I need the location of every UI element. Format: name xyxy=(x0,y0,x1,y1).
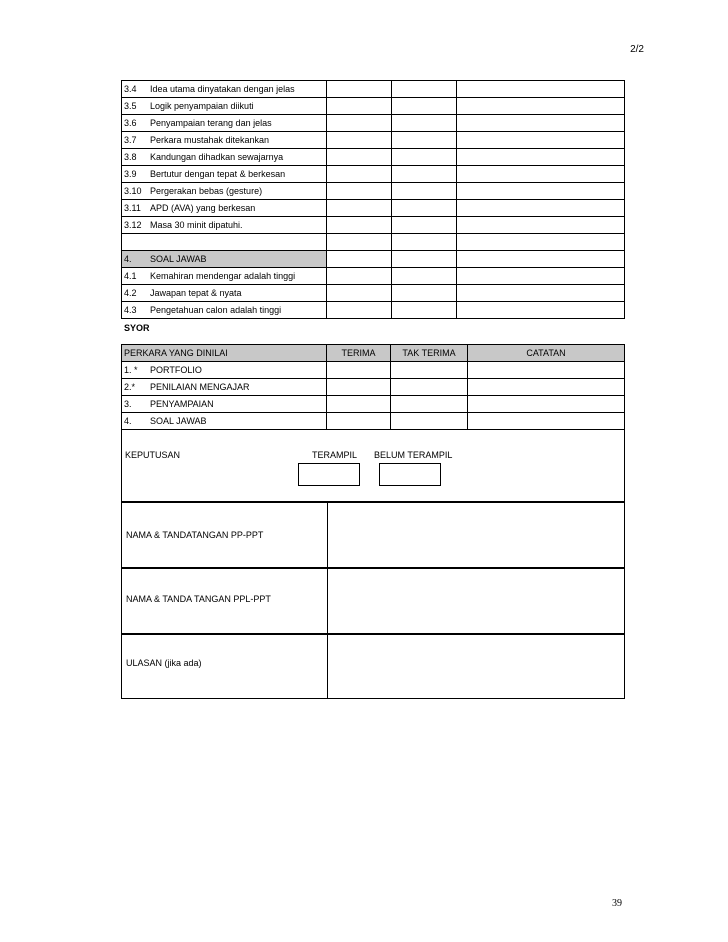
criteria-score-cell[interactable] xyxy=(392,149,457,166)
criteria-score-cell[interactable] xyxy=(327,217,392,234)
criteria-label-cell xyxy=(122,217,327,234)
assessment-catatan-cell[interactable] xyxy=(468,362,625,379)
criteria-number: 4.1 xyxy=(124,271,137,281)
criteria-row xyxy=(122,166,625,183)
criteria-score-cell[interactable] xyxy=(392,115,457,132)
criteria-score-cell[interactable] xyxy=(327,234,392,251)
criteria-score-cell[interactable] xyxy=(327,149,392,166)
assessment-number: 2.* xyxy=(124,382,136,392)
criteria-label: SOAL JAWAB xyxy=(150,254,207,264)
assessment-label-cell xyxy=(122,396,327,413)
criteria-number: 4. xyxy=(124,254,132,264)
criteria-number: 4.3 xyxy=(124,305,137,315)
criteria-score-cell[interactable] xyxy=(392,268,457,285)
criteria-number: 3.10 xyxy=(124,186,142,196)
assessment-label: PENILAIAN MENGAJAR xyxy=(150,382,250,392)
criteria-score-cell[interactable] xyxy=(327,166,392,183)
assessment-tak-terima-cell[interactable] xyxy=(391,413,468,430)
criteria-label: Pengetahuan calon adalah tinggi xyxy=(150,305,282,315)
criteria-score-cell[interactable] xyxy=(392,217,457,234)
criteria-score-cell[interactable] xyxy=(327,285,392,302)
criteria-label-cell xyxy=(122,166,327,183)
criteria-label-cell xyxy=(122,81,327,98)
criteria-score-cell[interactable] xyxy=(457,200,625,217)
criteria-score-cell[interactable] xyxy=(392,200,457,217)
criteria-label: APD (AVA) yang berkesan xyxy=(150,203,256,213)
assessment-tak-terima-cell[interactable] xyxy=(391,396,468,413)
criteria-score-cell[interactable] xyxy=(457,217,625,234)
criteria-score-cell[interactable] xyxy=(327,183,392,200)
criteria-label-cell xyxy=(122,132,327,149)
assessment-catatan-cell[interactable] xyxy=(468,379,625,396)
criteria-number: 3.6 xyxy=(124,118,137,128)
criteria-score-cell[interactable] xyxy=(457,234,625,251)
criteria-label-cell xyxy=(122,268,327,285)
header-tak-terima: TAK TERIMA xyxy=(391,345,468,362)
criteria-row xyxy=(122,200,625,217)
criteria-score-cell[interactable] xyxy=(457,268,625,285)
assessment-row xyxy=(122,413,625,430)
signature-pp-ppt-label: NAMA & TANDATANGAN PP-PPT xyxy=(126,530,264,540)
assessment-terima-cell[interactable] xyxy=(327,362,391,379)
assessment-label-cell xyxy=(122,362,327,379)
criteria-score-cell[interactable] xyxy=(327,302,392,319)
assessment-label: PENYAMPAIAN xyxy=(150,399,214,409)
criteria-label-cell xyxy=(122,302,327,319)
criteria-score-cell[interactable] xyxy=(457,302,625,319)
ulasan-field[interactable] xyxy=(327,633,625,699)
criteria-score-cell[interactable] xyxy=(457,132,625,149)
criteria-label: Penyampaian terang dan jelas xyxy=(150,118,272,128)
criteria-score-cell[interactable] xyxy=(327,200,392,217)
criteria-label: Jawapan tepat & nyata xyxy=(150,288,242,298)
assessment-label: SOAL JAWAB xyxy=(150,416,207,426)
criteria-label-cell xyxy=(122,98,327,115)
criteria-score-cell[interactable] xyxy=(392,285,457,302)
criteria-row xyxy=(122,183,625,200)
terampil-label: TERAMPIL xyxy=(312,450,358,460)
assessment-header-row xyxy=(122,345,625,362)
signature-pp-ppt-field[interactable] xyxy=(327,501,625,569)
criteria-row xyxy=(122,149,625,166)
header-catatan: CATATAN xyxy=(468,345,625,362)
assessment-catatan-cell[interactable] xyxy=(468,413,625,430)
criteria-score-cell[interactable] xyxy=(392,98,457,115)
criteria-label-cell xyxy=(122,183,327,200)
criteria-score-cell[interactable] xyxy=(392,251,457,268)
criteria-row xyxy=(122,234,625,251)
criteria-row xyxy=(122,251,625,268)
criteria-row xyxy=(122,302,625,319)
criteria-table xyxy=(121,80,625,319)
criteria-score-cell[interactable] xyxy=(392,166,457,183)
criteria-score-cell[interactable] xyxy=(392,81,457,98)
assessment-label-cell xyxy=(122,379,327,396)
criteria-score-cell[interactable] xyxy=(457,166,625,183)
assessment-tak-terima-cell[interactable] xyxy=(391,362,468,379)
criteria-score-cell[interactable] xyxy=(327,98,392,115)
criteria-score-cell[interactable] xyxy=(327,81,392,98)
criteria-number: 3.11 xyxy=(124,203,141,213)
signature-ppl-ppt-label: NAMA & TANDA TANGAN PPL-PPT xyxy=(126,594,271,604)
criteria-number: 3.5 xyxy=(124,101,137,111)
criteria-score-cell[interactable] xyxy=(392,234,457,251)
criteria-score-cell[interactable] xyxy=(457,98,625,115)
criteria-label-cell xyxy=(122,115,327,132)
criteria-row xyxy=(122,217,625,234)
syor-label: SYOR xyxy=(124,323,150,333)
assessment-terima-cell[interactable] xyxy=(327,413,391,430)
criteria-score-cell[interactable] xyxy=(327,268,392,285)
assessment-number: 4. xyxy=(124,416,132,426)
assessment-tak-terima-cell[interactable] xyxy=(391,379,468,396)
criteria-label-cell xyxy=(122,234,327,251)
assessment-table xyxy=(121,344,625,430)
assessment-row xyxy=(122,379,625,396)
assessment-label-cell xyxy=(122,413,327,430)
assessment-row xyxy=(122,396,625,413)
header-perkara: PERKARA YANG DINILAI xyxy=(122,345,327,362)
header-terima: TERIMA xyxy=(327,345,391,362)
criteria-label: Kemahiran mendengar adalah tinggi xyxy=(150,271,296,281)
ulasan-label: ULASAN (jika ada) xyxy=(126,658,202,668)
criteria-row xyxy=(122,81,625,98)
criteria-label: Pergerakan bebas (gesture) xyxy=(150,186,263,196)
criteria-label: Kandungan dihadkan sewajarnya xyxy=(150,152,284,162)
criteria-score-cell[interactable] xyxy=(457,115,625,132)
signature-ppl-ppt-field[interactable] xyxy=(327,567,625,635)
criteria-label-cell xyxy=(122,251,327,268)
criteria-score-cell[interactable] xyxy=(457,285,625,302)
criteria-score-cell[interactable] xyxy=(392,302,457,319)
criteria-score-cell[interactable] xyxy=(327,132,392,149)
assessment-terima-cell[interactable] xyxy=(327,379,391,396)
criteria-label: Bertutur dengan tepat & berkesan xyxy=(150,169,286,179)
criteria-number: 3.9 xyxy=(124,169,137,179)
assessment-catatan-cell[interactable] xyxy=(468,396,625,413)
criteria-score-cell[interactable] xyxy=(457,149,625,166)
criteria-score-cell[interactable] xyxy=(327,251,392,268)
assessment-row xyxy=(122,362,625,379)
page-number-top: 2/2 xyxy=(630,44,644,55)
terampil-checkbox[interactable] xyxy=(298,463,360,486)
criteria-label-cell xyxy=(122,200,327,217)
assessment-label: PORTFOLIO xyxy=(150,365,202,375)
criteria-label: Idea utama dinyatakan dengan jelas xyxy=(150,84,295,94)
criteria-score-cell[interactable] xyxy=(327,115,392,132)
criteria-label-cell xyxy=(122,285,327,302)
criteria-score-cell[interactable] xyxy=(392,132,457,149)
criteria-score-cell[interactable] xyxy=(457,183,625,200)
assessment-number: 1. * xyxy=(124,365,138,375)
keputusan-section xyxy=(121,429,625,503)
criteria-row xyxy=(122,285,625,302)
criteria-label: Logik penyampaian diikuti xyxy=(150,101,254,111)
criteria-score-cell[interactable] xyxy=(457,251,625,268)
keputusan-label: KEPUTUSAN xyxy=(125,450,181,460)
criteria-number: 3.7 xyxy=(124,135,137,145)
criteria-label-cell xyxy=(122,149,327,166)
belum-terampil-label: BELUM TERAMPIL xyxy=(374,450,453,460)
page-number-bottom: 39 xyxy=(612,898,622,909)
criteria-label: Perkara mustahak ditekankan xyxy=(150,135,270,145)
criteria-row xyxy=(122,268,625,285)
criteria-row xyxy=(122,115,625,132)
criteria-row xyxy=(122,98,625,115)
criteria-score-cell[interactable] xyxy=(392,183,457,200)
criteria-row xyxy=(122,132,625,149)
criteria-number: 3.12 xyxy=(124,220,142,230)
criteria-label: Masa 30 minit dipatuhi. xyxy=(150,220,243,230)
assessment-number: 3. xyxy=(124,399,132,409)
criteria-score-cell[interactable] xyxy=(457,81,625,98)
belum-terampil-checkbox[interactable] xyxy=(379,463,441,486)
criteria-number: 3.4 xyxy=(124,84,137,94)
criteria-number: 4.2 xyxy=(124,288,137,298)
criteria-number: 3.8 xyxy=(124,152,137,162)
assessment-terima-cell[interactable] xyxy=(327,396,391,413)
